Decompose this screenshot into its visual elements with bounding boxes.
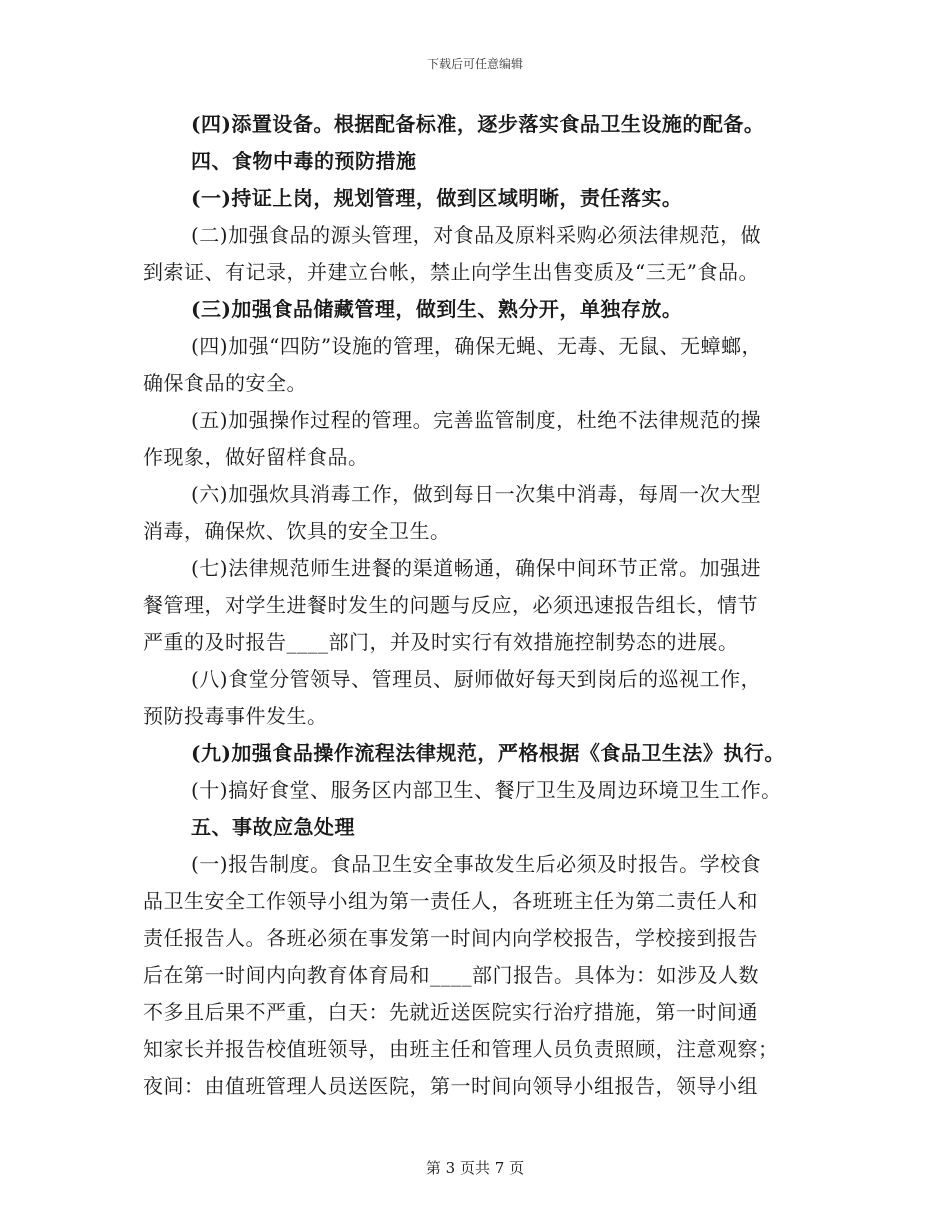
text-line: (四)添置设备。根据配备标准，逐步落实食品卫生设施的配备。 xyxy=(191,112,765,136)
text-line: 责任报告人。各班必须在事发第一时间内向学校报告，学校接到报告 xyxy=(143,926,758,950)
text-line: (一)持证上岗，规划管理，做到区域明晰，责任落实。 xyxy=(191,186,683,210)
text-line: 四、食物中毒的预防措施 xyxy=(191,149,417,173)
text-line: 夜间：由值班管理人员送医院，第一时间向领导小组报告，领导小组 xyxy=(143,1074,758,1098)
text-line: (五)加强操作过程的管理。完善监管制度，杜绝不法律规范的操 xyxy=(191,408,762,432)
text-line: (十)搞好食堂、服务区内部卫生、餐厅卫生及周边环境卫生工作。 xyxy=(191,778,782,802)
text-line: (四)加强“四防”设施的管理，确保无蝇、无毒、无鼠、无蟑螂， xyxy=(191,334,763,358)
text-line: 知家长并报告校值班领导，由班主任和管理人员负责照顾，注意观察； xyxy=(143,1037,779,1061)
text-line: (三)加强食品储藏管理，做到生、熟分开，单独存放。 xyxy=(191,297,683,321)
text-line: 后在第一时间内向教育体育局和____部门报告。具体为：如涉及人数 xyxy=(143,963,759,987)
text-line: 不多且后果不严重，白天：先就近送医院实行治疗措施，第一时间通 xyxy=(143,1000,758,1024)
text-line: (六)加强炊具消毒工作，做到每日一次集中消毒，每周一次大型 xyxy=(191,482,762,506)
text-line: (九)加强食品操作流程法律规范，严格根据《食品卫生法》执行。 xyxy=(191,741,785,765)
text-line: (八)食堂分管领导、管理员、厨师做好每天到岗后的巡视工作， xyxy=(191,667,762,691)
text-line: 消毒，确保炊、饮具的安全卫生。 xyxy=(143,519,451,543)
text-line: 确保食品的安全。 xyxy=(143,371,307,395)
text-line: (二)加强食品的源头管理，对食品及原料采购必须法律规范，做 xyxy=(191,223,762,247)
header-note: 下载后可任意编辑 xyxy=(426,57,523,71)
text-line: 餐管理，对学生进餐时发生的问题与反应，必须迅速报告组长，情节 xyxy=(143,593,758,617)
text-line: (一)报告制度。食品卫生安全事故发生后必须及时报告。学校食 xyxy=(191,852,762,876)
page-number: 第 3 页共 7 页 xyxy=(425,1159,525,1177)
text-line: 严重的及时报告____部门，并及时实行有效措施控制势态的进展。 xyxy=(143,630,739,654)
text-line: 作现象，做好留样食品。 xyxy=(143,445,369,469)
document-body xyxy=(143,106,813,1105)
text-line: (七)法律规范师生进餐的渠道畅通，确保中间环节正常。加强进 xyxy=(191,556,762,580)
text-line: 五、事故应急处理 xyxy=(191,815,355,839)
text-line: 预防投毒事件发生。 xyxy=(143,704,328,728)
text-line: 到索证、有记录，并建立台帐，禁止向学生出售变质及“三无”食品。 xyxy=(143,260,759,284)
text-line: 品卫生安全工作领导小组为第一责任人，各班班主任为第二责任人和 xyxy=(143,889,758,913)
